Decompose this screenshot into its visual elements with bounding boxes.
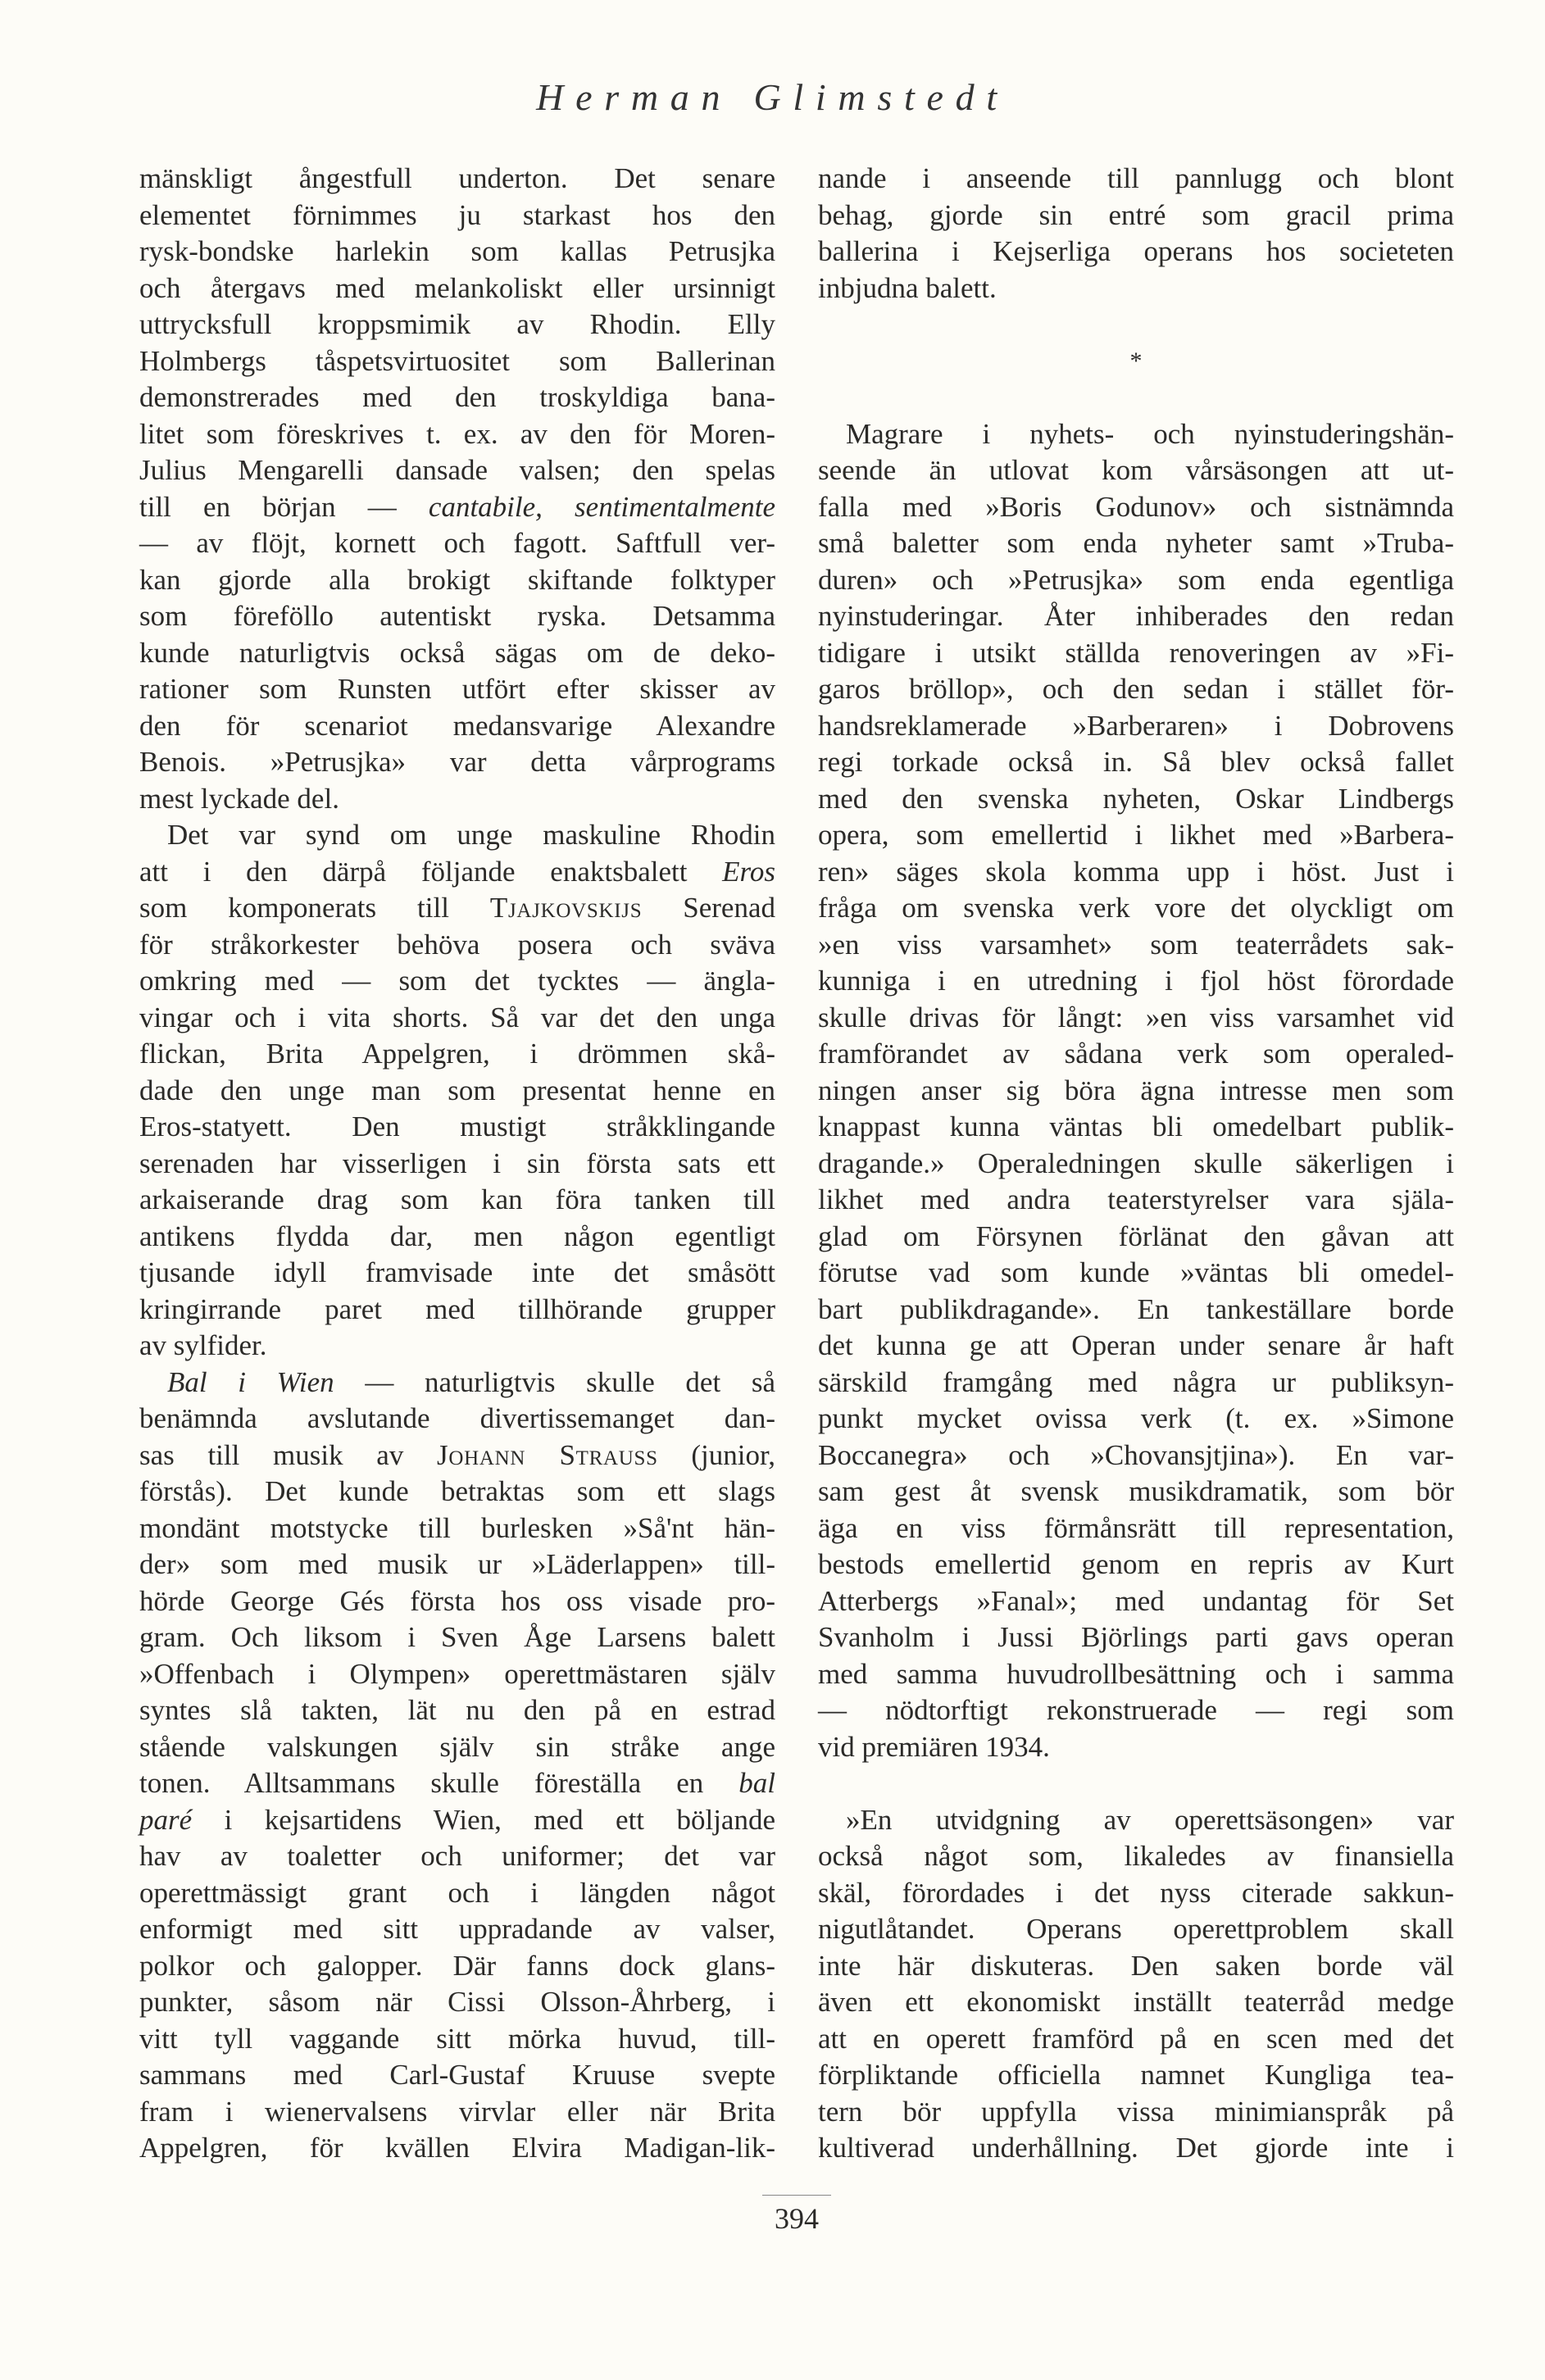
text-run: av sylfider.: [139, 1329, 267, 1361]
text-line: [818, 1073, 1454, 1110]
text-line: [818, 416, 1454, 453]
left-column: [139, 161, 775, 2167]
text-run: mänskligt ångestfull underton. Det senare: [139, 162, 775, 194]
text-line: [139, 1729, 775, 1766]
running-head-author: Herman Glimstedt: [536, 76, 1009, 118]
text-run: Boccanegra» och »Chovansjtjina»). En var-: [818, 1438, 1454, 1471]
text-line: [139, 1000, 775, 1037]
text-line: [139, 635, 775, 672]
text-line: [818, 1583, 1454, 1620]
text-run: syntes slå takten, lät nu den på en estrad: [139, 1694, 775, 1726]
text-line: [818, 781, 1454, 818]
text-line: [818, 1109, 1454, 1146]
text-run: Serenad: [642, 892, 775, 924]
text-line: [818, 489, 1454, 526]
text-run: arkaiserande drag som kan föra tanken till: [139, 1183, 775, 1215]
paragraph: [139, 817, 775, 1365]
text-line: [139, 890, 775, 927]
text-run: gram. Och liksom i Sven Åge Larsens balett: [139, 1621, 775, 1653]
text-line: [818, 562, 1454, 599]
text-line: [139, 1984, 775, 2021]
text-run: »Offenbach i Olympen» operettmästaren själv: [139, 1657, 775, 1690]
text-run: rationer som Runsten utfört efter skisser av: [139, 673, 775, 705]
text-line: [139, 1401, 775, 1438]
text-run: ballerina i Kejserliga operans hos societeten: [818, 235, 1454, 267]
text-line: [139, 963, 775, 1000]
text-run: rysk-bondske harlekin som kallas Petrusjka: [139, 235, 775, 267]
text-line: [818, 1875, 1454, 1912]
text-run: mest lyckade del.: [139, 782, 339, 815]
text-run: till en början —: [139, 490, 429, 523]
text-run: duren» och »Petrusjka» som enda egentliga: [818, 563, 1454, 596]
text-line: [818, 708, 1454, 745]
text-line: [139, 1765, 775, 1802]
text-line: [139, 2021, 775, 2058]
text-run: med samma huvudrollbesättning och i samma: [818, 1657, 1454, 1690]
text-run: förutse vad som kunde »väntas bli omedel-: [818, 1256, 1454, 1288]
text-run: bestods emellertid genom en repris av Kurt: [818, 1548, 1454, 1580]
text-line: [818, 1911, 1454, 1948]
text-line: [139, 1182, 775, 1219]
text-run: små baletter som enda nyheter samt »Truba-: [818, 527, 1454, 559]
text-run: opera, som emellertid i likhet med »Barbera-: [818, 819, 1454, 851]
text-run: framförandet av sådana verk som operaled-: [818, 1038, 1454, 1070]
text-run: att i den därpå följande enaktsbalett: [139, 855, 723, 888]
text-run: kultiverad underhållning. Det gjorde inte i: [818, 2132, 1454, 2164]
text-line: [818, 635, 1454, 672]
text-run: sam gest åt svensk musikdramatik, som bör: [818, 1475, 1454, 1507]
text-line: [818, 598, 1454, 635]
text-line: [139, 198, 775, 234]
paragraph: [139, 161, 775, 817]
text-run: tonen. Alltsammans skulle föreställa en: [139, 1767, 739, 1799]
text-line: [139, 1438, 775, 1474]
text-line: [139, 1109, 775, 1146]
text-run: Appelgren, för kvällen Elvira Madigan-lik-: [139, 2132, 775, 2164]
text-line: [139, 1875, 775, 1912]
text-line: [139, 1146, 775, 1183]
text-run: vid premiären 1934.: [818, 1730, 1050, 1763]
text-line: [818, 1365, 1454, 1401]
text-line: [139, 307, 775, 343]
text-line: [818, 1036, 1454, 1073]
italic-text-run: cantabile, sentimentalmente: [428, 490, 775, 523]
text-line: [139, 598, 775, 635]
text-line: [818, 1656, 1454, 1693]
text-run: tidigare i utsikt ställda renoveringen av »Fi-: [818, 636, 1454, 669]
spacer: [818, 307, 1454, 343]
text-line: [139, 161, 775, 198]
text-run: garos bröllop», och den sedan i stället för-: [818, 673, 1454, 705]
text-line: [139, 2057, 775, 2094]
text-run: fråga om svenska verk vore det olyckligt om: [818, 892, 1454, 924]
text-line: [818, 161, 1454, 198]
text-run: glad om Försynen förlänat den gåvan att: [818, 1220, 1454, 1252]
text-run: också något som, likaledes av finansiella: [818, 1840, 1454, 1872]
text-line: [818, 1146, 1454, 1183]
text-line: [139, 270, 775, 307]
footer-rule: [762, 2195, 831, 2196]
text-run: att en operett framförd på en scen med det: [818, 2022, 1454, 2055]
text-line: [818, 890, 1454, 927]
text-line: [818, 1474, 1454, 1510]
text-line: [818, 452, 1454, 489]
text-run: (junior,: [657, 1438, 775, 1471]
text-line: [139, 1656, 775, 1693]
text-line: [818, 270, 1454, 307]
italic-text-run: bal: [738, 1767, 775, 1799]
text-line: [818, 744, 1454, 781]
text-run: ren» säges skola komma upp i höst. Just i: [818, 855, 1454, 888]
text-line: [818, 1948, 1454, 1985]
text-line: [818, 1692, 1454, 1729]
text-run: förpliktande officiella namnet Kungliga tea-: [818, 2059, 1454, 2091]
text-run: serenaden har visserligen i sin första sats ett: [139, 1147, 775, 1179]
text-run: elementet förnimmes ju starkast hos den: [139, 198, 775, 231]
text-line: [818, 1182, 1454, 1219]
text-run: — av flöjt, kornett och fagott. Saftfull ver-: [139, 527, 775, 559]
text-line: [139, 1838, 775, 1875]
text-run: Benois. »Petrusjka» var detta vårprograms: [139, 746, 775, 778]
text-run: ningen anser sig böra ägna intresse men som: [818, 1074, 1454, 1106]
text-line: [818, 1802, 1454, 1839]
text-line: [139, 416, 775, 453]
text-run: operettmässigt grant och i längden något: [139, 1876, 775, 1909]
text-run: enformigt med sitt uppradande av valser,: [139, 1913, 775, 1945]
text-line: [818, 1547, 1454, 1583]
text-line: [139, 1292, 775, 1329]
text-line: [139, 1911, 775, 1948]
text-line: [818, 1000, 1454, 1037]
text-run: dade den unge man som presentat henne en: [139, 1074, 775, 1106]
text-line: [818, 234, 1454, 270]
text-run: Svanholm i Jussi Björlings parti gavs operan: [818, 1621, 1454, 1653]
text-run: kunde naturligtvis också sägas om de deko-: [139, 636, 775, 669]
text-run: tjusande idyll framvisade inte det småsött: [139, 1256, 775, 1288]
text-run: »En utvidgning av operettsäsongen» var: [846, 1803, 1454, 1836]
text-line: [139, 854, 775, 891]
text-line: [818, 1292, 1454, 1329]
text-run: punkter, såsom när Cissi Olsson-Åhrberg, i: [139, 1986, 775, 2018]
text-run: även ett ekonomiskt inställt teaterråd medge: [818, 1986, 1454, 2018]
text-run: sammans med Carl-Gustaf Kruuse svepte: [139, 2059, 775, 2091]
text-line: [818, 1401, 1454, 1438]
paragraph: [818, 1802, 1454, 2167]
text-line: [818, 1328, 1454, 1365]
text-run: vingar och i vita shorts. Så var det den unga: [139, 1001, 775, 1033]
text-run: nande i anseende till pannlugg och blont: [818, 162, 1454, 194]
text-line: [139, 2130, 775, 2167]
text-run: skäl, förordades i det nyss citerade sakkun-: [818, 1876, 1454, 1909]
paragraph: [818, 161, 1454, 307]
text-run: der» som med musik ur »Läderlappen» till-: [139, 1548, 775, 1580]
text-run: mondänt motstycke till burlesken »Så'nt hän-: [139, 1511, 775, 1544]
text-line: [139, 379, 775, 416]
text-line: [139, 1474, 775, 1510]
text-line: [139, 708, 775, 745]
text-run: Julius Mengarelli dansade valsen; den spelas: [139, 454, 775, 486]
text-line: [139, 1073, 775, 1110]
text-line: [139, 1255, 775, 1292]
text-line: [139, 1510, 775, 1547]
text-run: benämnda avslutande divertissemanget dan-: [139, 1402, 775, 1434]
text-line: [139, 234, 775, 270]
text-line: [139, 1365, 775, 1401]
right-column: [818, 161, 1454, 2167]
text-run: Eros-statyett. Den mustigt stråkklingande: [139, 1111, 775, 1142]
text-run: flickan, Brita Appelgren, i drömmen skå-: [139, 1038, 775, 1070]
text-line: [139, 1948, 775, 1985]
text-line: [139, 1547, 775, 1583]
small-caps-name: Tjajkovskijs: [489, 892, 643, 924]
text-run: polkor och galopper. Där fanns dock glans-: [139, 1949, 775, 1982]
text-run: med den svenska nyheten, Oskar Lindbergs: [818, 782, 1454, 815]
text-run: kan gjorde alla brokigt skiftande folktyper: [139, 563, 775, 596]
text-run: fram i wienervalsens virvlar eller när Brita: [139, 2095, 775, 2128]
text-run: som föreföllo autentiskt ryska. Detsamma: [139, 600, 775, 632]
text-line: [818, 1438, 1454, 1474]
text-line: [139, 1583, 775, 1620]
paragraph: [818, 416, 1454, 1766]
text-run: dragande.» Operaledningen skulle säkerligen i: [818, 1147, 1454, 1179]
text-run: knappast kunna väntas bli omedelbart publik-: [818, 1111, 1454, 1142]
text-line: [818, 671, 1454, 708]
text-run: sas till musik av: [139, 1438, 437, 1471]
page-number: 394: [775, 2202, 819, 2235]
section-break-asterisk: *: [1129, 347, 1143, 375]
text-run: skulle drivas för långt: »en viss varsamhet vid: [818, 1001, 1454, 1033]
text-run: stående valskungen själv sin stråke ange: [139, 1730, 775, 1763]
text-run: Magrare i nyhets- och nyinstuderingshän-: [846, 417, 1454, 450]
text-run: särskild framgång med några ur publiksyn-: [818, 1365, 1454, 1398]
text-run: nyinstuderingar. Åter inhiberades den redan: [818, 600, 1454, 632]
text-run: för stråkorkester behöva posera och sväva: [139, 928, 775, 961]
text-line: [139, 1619, 775, 1656]
text-line: [818, 854, 1454, 891]
text-run: demonstrerades med den troskyldiga bana-: [139, 381, 775, 413]
spacer: [818, 379, 1454, 416]
text-run: likhet med andra teaterstyrelser vara själa-: [818, 1183, 1454, 1215]
text-line: [818, 2057, 1454, 2094]
text-line: [139, 489, 775, 526]
text-run: vitt tyll vaggande sitt mörka huvud, till-: [139, 2022, 775, 2055]
text-run: bart publikdragande». En tankeställare borde: [818, 1292, 1454, 1325]
text-line: [139, 927, 775, 964]
text-run: tern bör uppfylla vissa minimianspråk på: [818, 2095, 1454, 2128]
text-run: seende än utlovat kom vårsäsongen att ut-: [818, 454, 1454, 486]
text-line: [818, 1510, 1454, 1547]
text-line: [139, 781, 775, 818]
text-line: [818, 1729, 1454, 1766]
text-line: [818, 198, 1454, 234]
paragraph: [139, 1365, 775, 2167]
text-line: [139, 2094, 775, 2131]
text-run: regi torkade också in. Så blev också fallet: [818, 746, 1454, 778]
text-line: [139, 452, 775, 489]
text-line: [818, 963, 1454, 1000]
text-line: [818, 927, 1454, 964]
text-run: kunniga i en utredning i fjol höst förordade: [818, 965, 1454, 997]
text-run: hörde George Gés första hos oss visade pro-: [139, 1584, 775, 1617]
text-line: [818, 1619, 1454, 1656]
text-run: Det var synd om unge maskuline Rhodin: [167, 819, 775, 851]
text-line: [818, 1838, 1454, 1875]
text-line: [818, 1219, 1454, 1256]
text-run: falla med »Boris Godunov» och sistnämnda: [818, 490, 1454, 523]
italic-text-run: paré: [139, 1803, 193, 1836]
text-line: [139, 1036, 775, 1073]
text-run: som komponerats till: [139, 892, 490, 924]
text-run: Atterbergs »Fanal»; med undantag för Set: [818, 1584, 1454, 1617]
text-line: [139, 744, 775, 781]
italic-text-run: Bal i Wien: [167, 1365, 334, 1398]
text-run: förstås). Det kunde betraktas som ett slags: [139, 1475, 775, 1507]
text-run: antikens flydda dar, men någon egentligt: [139, 1220, 775, 1252]
text-run: — nödtorftigt rekonstruerade — regi som: [818, 1694, 1454, 1726]
text-line: [818, 2021, 1454, 2058]
text-run: — naturligtvis skulle det så: [334, 1365, 776, 1398]
text-run: »en viss varsamhet» som teaterrådets sak-: [818, 928, 1454, 961]
text-line: [139, 343, 775, 380]
text-run: den för scenariot medansvarige Alexandre: [139, 709, 775, 742]
text-line: [139, 1328, 775, 1365]
text-line: [818, 2130, 1454, 2167]
text-run: behag, gjorde sin entré som gracil prima: [818, 198, 1454, 231]
text-line: [139, 1219, 775, 1256]
text-run: uttrycksfull kroppsmimik av Rhodin. Elly: [139, 308, 775, 340]
text-run: omkring med — som det tycktes — ängla-: [139, 965, 775, 997]
text-run: nigutlåtandet. Operans operettproblem skall: [818, 1913, 1454, 1945]
text-run: inbjudna balett.: [818, 271, 997, 304]
text-line: [818, 817, 1454, 854]
text-line: [818, 1984, 1454, 2021]
text-line: [818, 2094, 1454, 2131]
italic-text-run: Eros: [722, 855, 775, 888]
text-line: [139, 817, 775, 854]
text-line: [139, 525, 775, 562]
text-run: handsreklamerade »Barberaren» i Dobrovens: [818, 709, 1454, 742]
text-run: inte här diskuteras. Den saken borde väl: [818, 1949, 1454, 1982]
text-run: punkt mycket ovissa verk (t. ex. »Simone: [818, 1402, 1454, 1434]
text-line: [818, 1255, 1454, 1292]
text-line: [139, 562, 775, 599]
text-run: det kunna ge att Operan under senare år haft: [818, 1329, 1454, 1361]
text-run: litet som föreskrives t. ex. av den för Moren-: [139, 417, 775, 450]
text-run: och återgavs med melankoliskt eller ursinnigt: [139, 271, 775, 304]
small-caps-name: Johann Strauss: [437, 1438, 658, 1471]
text-run: hav av toaletter och uniformer; det var: [139, 1840, 775, 1872]
text-line: [139, 1802, 775, 1839]
text-run: Holmbergs tåspetsvirtuositet som Ballerinan: [139, 344, 775, 377]
text-line: [818, 525, 1454, 562]
text-run: äga en viss förmånsrätt till representation,: [818, 1511, 1454, 1544]
spacer: [818, 1765, 1454, 1802]
text-line: [139, 1692, 775, 1729]
text-run: kringirrande paret med tillhörande grupper: [139, 1292, 775, 1325]
text-run: i kejsartidens Wien, med ett böljande: [192, 1803, 775, 1836]
text-line: [139, 671, 775, 708]
